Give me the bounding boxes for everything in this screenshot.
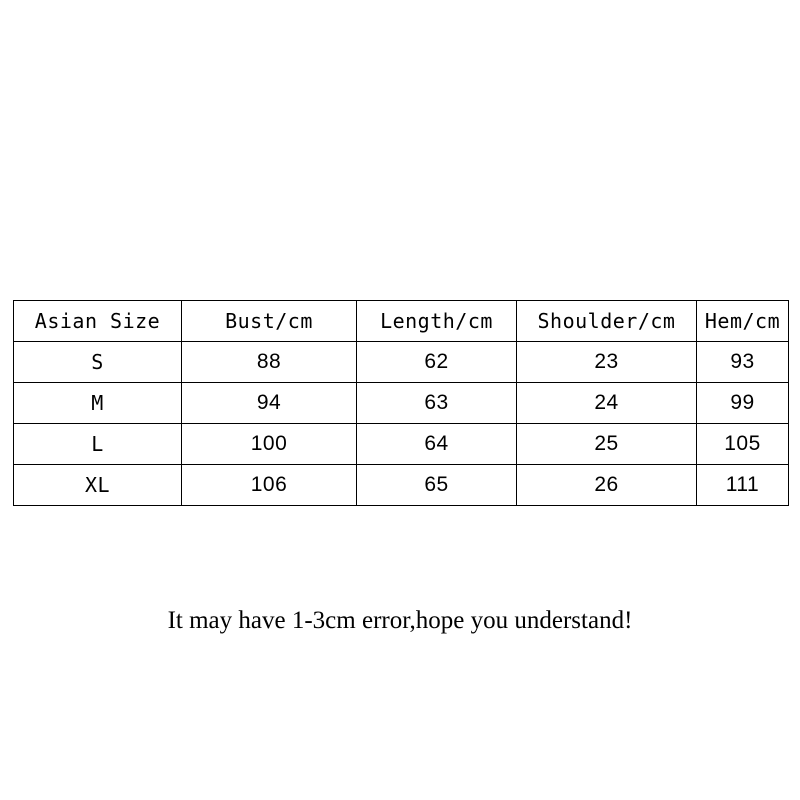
cell-bust: 106: [182, 465, 357, 506]
cell-size: M: [14, 383, 182, 424]
table-row: [14, 383, 789, 424]
cell-bust: 94: [182, 383, 357, 424]
table-body: [14, 342, 789, 506]
cell-length: 65: [357, 465, 517, 506]
cell-size: L: [14, 424, 182, 465]
cell-hem: 111: [697, 465, 789, 506]
cell-hem: 99: [697, 383, 789, 424]
table-header: [14, 301, 789, 342]
cell-shoulder: 26: [517, 465, 697, 506]
cell-shoulder: 24: [517, 383, 697, 424]
cell-length: 64: [357, 424, 517, 465]
cell-hem: 93: [697, 342, 789, 383]
column-header-length: Length/cm: [357, 301, 517, 342]
table-row: [14, 465, 789, 506]
table-row: [14, 424, 789, 465]
table-header-row: [14, 301, 789, 342]
column-header-asian-size: Asian Size: [14, 301, 182, 342]
measurement-error-note: It may have 1-3cm error,hope you understand!: [167, 607, 633, 634]
cell-shoulder: 25: [517, 424, 697, 465]
cell-shoulder: 23: [517, 342, 697, 383]
cell-length: 62: [357, 342, 517, 383]
size-table-container: [13, 300, 788, 506]
column-header-shoulder: Shoulder/cm: [517, 301, 697, 342]
cell-hem: 105: [697, 424, 789, 465]
cell-size: XL: [14, 465, 182, 506]
cell-bust: 88: [182, 342, 357, 383]
cell-length: 63: [357, 383, 517, 424]
table-row: [14, 342, 789, 383]
column-header-hem: Hem/cm: [697, 301, 789, 342]
column-header-bust: Bust/cm: [182, 301, 357, 342]
cell-size: S: [14, 342, 182, 383]
cell-bust: 100: [182, 424, 357, 465]
size-chart-table: [13, 300, 789, 506]
